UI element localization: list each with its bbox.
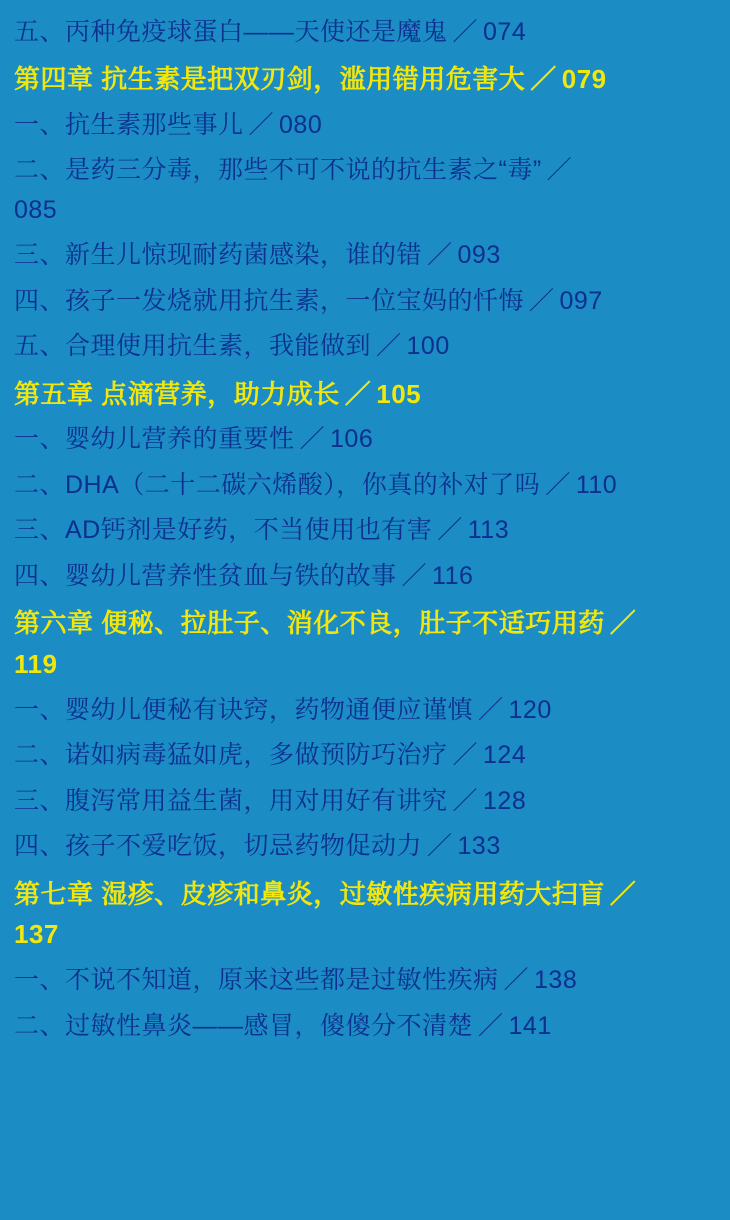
entry-separator: ／	[452, 786, 479, 815]
entry-page: 137	[14, 919, 59, 950]
entry-page: 138	[534, 966, 578, 995]
entry-page: 110	[575, 470, 618, 499]
list-item[interactable]	[14, 425, 716, 455]
list-item[interactable]	[14, 156, 716, 225]
entry-separator: ／	[546, 156, 573, 185]
entry-title: 四、孩子一发烧就用抗生素，一位宝妈的忏悔	[14, 286, 525, 315]
entry-separator: ／	[452, 17, 479, 46]
entry-separator: ／	[376, 332, 402, 361]
entry-separator: ／	[503, 966, 530, 995]
chapter-heading[interactable]	[14, 879, 716, 950]
entry-page: 141	[508, 1011, 552, 1040]
list-item[interactable]	[14, 741, 716, 771]
entry-title: 二、是药三分毒，那些不可不说的抗生素之“毒”	[14, 156, 542, 185]
list-item[interactable]	[14, 832, 716, 862]
list-item[interactable]	[14, 966, 716, 996]
entry-title: 一、婴幼儿营养的重要性	[14, 425, 295, 454]
entry-page: 080	[279, 110, 323, 139]
chapter-heading[interactable]	[14, 64, 716, 95]
entry-title: 第六章 便秘、拉肚子、消化不良，肚子不适巧用药	[14, 608, 605, 639]
entry-title: 第七章 湿疹、皮疹和鼻炎，过敏性疾病用药大扫盲	[14, 878, 605, 909]
chapter-heading[interactable]	[14, 379, 716, 410]
list-item[interactable]	[14, 111, 716, 141]
entry-separator: ／	[530, 64, 557, 94]
entry-title: 一、不说不知道，原来这些都是过敏性疾病	[14, 966, 499, 995]
entry-page: 119	[14, 649, 58, 680]
toc-list	[14, 0, 716, 1041]
entry-separator: ／	[529, 286, 555, 315]
entry-page: 097	[559, 286, 603, 315]
entry-page: 113	[467, 516, 510, 545]
entry-separator: ／	[609, 608, 637, 639]
entry-separator: ／	[427, 241, 453, 270]
entry-page: 106	[330, 425, 374, 454]
entry-title: 二、DHA（二十二碳六烯酸），你真的补对了吗	[14, 470, 541, 499]
list-item[interactable]	[14, 332, 716, 362]
entry-title: 三、腹泻常用益生菌，用对用好有讲究	[14, 786, 448, 815]
entry-separator: ／	[248, 110, 275, 139]
entry-title: 五、合理使用抗生素，我能做到	[14, 332, 372, 361]
list-item[interactable]	[14, 18, 716, 48]
list-item[interactable]	[14, 471, 716, 501]
entry-page: 116	[432, 561, 474, 590]
entry-separator: ／	[299, 425, 326, 454]
chapter-heading[interactable]	[14, 608, 716, 679]
entry-separator: ／	[609, 878, 637, 909]
list-item[interactable]	[14, 787, 716, 817]
entry-page: 079	[561, 64, 607, 94]
entry-page: 085	[14, 195, 58, 224]
entry-title: 二、诺如病毒猛如虎，多做预防巧治疗	[14, 741, 448, 770]
entry-separator: ／	[478, 695, 504, 724]
list-item[interactable]	[14, 696, 716, 726]
entry-separator: ／	[452, 741, 479, 770]
list-item[interactable]	[14, 1012, 716, 1042]
entry-separator: ／	[427, 832, 453, 861]
entry-separator: ／	[437, 516, 463, 545]
entry-title: 第四章 抗生素是把双刃剑，滥用错用危害大	[14, 64, 526, 94]
list-item[interactable]	[14, 0, 716, 2]
entry-title: 一、婴幼儿便秘有诀窍，药物通便应谨慎	[14, 695, 474, 724]
entry-page: 128	[483, 786, 527, 815]
entry-page: 074	[483, 17, 527, 46]
entry-page: 120	[508, 695, 552, 724]
list-item[interactable]	[14, 516, 716, 546]
entry-separator: ／	[344, 378, 372, 409]
list-item[interactable]	[14, 562, 716, 592]
entry-page: 105	[376, 378, 422, 409]
entry-separator: ／	[478, 1011, 504, 1040]
entry-separator: ／	[401, 561, 428, 590]
entry-page: 093	[457, 241, 501, 270]
entry-title: 三、AD钙剂是好药，不当使用也有害	[14, 516, 433, 545]
entry-title: 一、抗生素那些事儿	[14, 110, 244, 139]
entry-page: 133	[457, 832, 501, 861]
entry-title: 第五章 点滴营养，助力成长	[14, 378, 340, 409]
list-item[interactable]	[14, 287, 716, 317]
entry-title: 四、孩子不爱吃饭，切忌药物促动力	[14, 832, 423, 861]
list-item[interactable]	[14, 241, 716, 271]
entry-title: 二、过敏性鼻炎——感冒，傻傻分不清楚	[14, 1011, 474, 1040]
entry-page: 100	[406, 332, 450, 361]
entry-separator: ／	[545, 470, 571, 499]
entry-title: 三、新生儿惊现耐药菌感染，谁的错	[14, 241, 423, 270]
entry-title: 四、婴幼儿营养性贫血与铁的故事	[14, 561, 397, 590]
entry-page: 124	[483, 741, 527, 770]
entry-title: 五、丙种免疫球蛋白——天使还是魔鬼	[14, 17, 448, 46]
